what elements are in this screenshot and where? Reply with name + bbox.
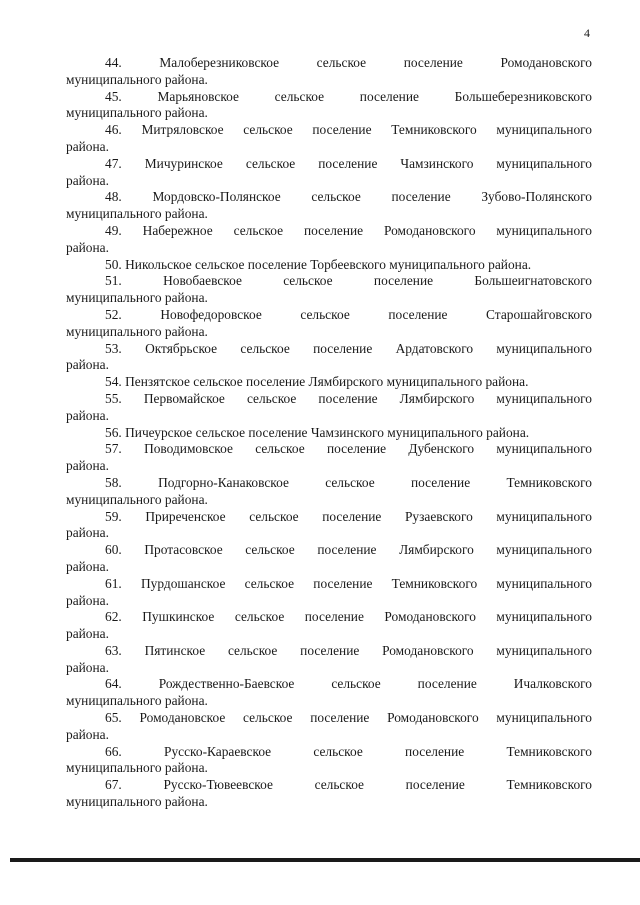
list-item-text: Новобаевское сельское поселение Большеигнатовского [163, 273, 592, 289]
list-item-text: Октябрьское сельское поселение Ардатовского муниципального [145, 340, 592, 356]
list-item [66, 189, 592, 223]
list-item-text: Русско-Тювеевское сельское поселение Темниковского [163, 777, 592, 793]
list-item-line [66, 777, 592, 794]
list-item-text: Пензятское сельское поселение Лямбирского муниципального района. [125, 374, 529, 390]
list-item-line [66, 391, 592, 408]
list-item [66, 391, 592, 425]
list-item-text: Новофедоровское сельское поселение Старошайговского [160, 306, 592, 322]
list-item-line [66, 576, 592, 593]
list-item-continuation: муниципального района. [66, 105, 208, 121]
list-item-continuation: муниципального района. [66, 491, 208, 507]
list-item-continuation: района. [66, 239, 109, 255]
list-item-line [66, 609, 592, 626]
list-item-number: 47. [105, 155, 122, 171]
list-item-number: 58. [105, 474, 122, 490]
list-item-text: Митряловское сельское поселение Темниковского муниципального [141, 122, 592, 138]
list-item-text: Малоберезниковское сельское поселение Ромодановского [159, 55, 592, 70]
list-item-line [66, 223, 592, 240]
list-item-number: 56. [105, 424, 122, 440]
list-item-text: Подгорно-Канаковское сельское поселение Темниковского [158, 474, 592, 490]
list-item-continuation: района. [66, 458, 109, 474]
list-item [66, 374, 592, 391]
list-item-number: 55. [105, 390, 122, 406]
list-item-continuation: района. [66, 138, 109, 154]
list-item-text: Поводимовское сельское поселение Дубенского муниципального [144, 441, 592, 457]
list-item-line [66, 156, 592, 173]
list-item-continuation: района. [66, 357, 109, 373]
list-item-number: 44. [105, 55, 122, 70]
list-item-line [66, 744, 592, 761]
list-item-number: 54. [105, 374, 122, 390]
list-item-line [66, 55, 592, 72]
list-item-line [66, 374, 592, 391]
list-item-text: Рождественно-Баевское сельское поселение Ичалковского [158, 676, 592, 692]
list-item-line [66, 542, 592, 559]
list-item-text: Пушкинское сельское поселение Ромодановского муниципального [142, 609, 592, 625]
list-item [66, 475, 592, 509]
list-item-line [66, 425, 592, 442]
list-item-line [66, 257, 592, 274]
list-item-text: Первомайское сельское поселение Лямбирского муниципального [143, 390, 592, 406]
list-item [66, 341, 592, 375]
list-item-continuation: муниципального района. [66, 693, 208, 709]
list-item-number: 66. [105, 743, 122, 759]
list-item-text: Пичеурское сельское поселение Чамзинского муниципального района. [125, 424, 530, 440]
list-item-number: 45. [105, 88, 122, 104]
list-item [66, 122, 592, 156]
list-item [66, 55, 592, 89]
list-item-line [66, 710, 592, 727]
list-item-number: 61. [105, 575, 122, 591]
list-item-line [66, 441, 592, 458]
list-item-line [66, 341, 592, 358]
list-item-line [66, 122, 592, 139]
list-item-line [66, 643, 592, 660]
list-item-number: 51. [105, 273, 122, 289]
list-item-number: 59. [105, 508, 122, 524]
list-item [66, 710, 592, 744]
list-item-line [66, 475, 592, 492]
list-item-line [66, 676, 592, 693]
list-item-text: Набережное сельское поселение Ромодановского муниципального [142, 222, 592, 238]
list-item-continuation: района. [66, 592, 109, 608]
list-item-continuation: муниципального района. [66, 71, 208, 87]
list-item-number: 48. [105, 189, 122, 205]
list-item [66, 744, 592, 778]
list-item-continuation: муниципального района. [66, 290, 208, 306]
list-item-number: 65. [105, 710, 122, 726]
list-item [66, 273, 592, 307]
list-item [66, 643, 592, 677]
settlement-list [66, 55, 592, 811]
list-item [66, 441, 592, 475]
list-item-number: 57. [105, 441, 122, 457]
list-item [66, 89, 592, 123]
list-item-text: Пятинское сельское поселение Ромодановского муниципального [144, 642, 592, 658]
list-item [66, 676, 592, 710]
list-item-text: Протасовское сельское поселение Лямбирского муниципального [144, 542, 592, 558]
list-item-text: Мичуринское сельское поселение Чамзинского муниципального [144, 155, 592, 171]
list-item-line [66, 307, 592, 324]
list-item-continuation: района. [66, 407, 109, 423]
list-item [66, 542, 592, 576]
list-item-continuation: муниципального района. [66, 323, 208, 339]
list-item-number: 67. [105, 777, 122, 793]
list-item-continuation: муниципального района. [66, 794, 208, 810]
page-number: 4 [584, 26, 590, 40]
list-item-continuation: района. [66, 558, 109, 574]
list-item-number: 62. [105, 609, 122, 625]
list-item-text: Ромодановское сельское поселение Ромодановского муниципального [139, 710, 592, 726]
list-item [66, 156, 592, 190]
list-item-text: Приреченское сельское поселение Рузаевского муниципального [145, 508, 592, 524]
list-item-number: 63. [105, 642, 122, 658]
list-item [66, 307, 592, 341]
list-item-number: 49. [105, 222, 122, 238]
list-item-line [66, 509, 592, 526]
list-item-text: Никольское сельское поселение Торбеевского муниципального района. [125, 256, 532, 272]
list-item [66, 777, 592, 811]
list-item-text: Марьяновское сельское поселение Большеберезниковского [157, 88, 592, 104]
list-item-continuation: района. [66, 525, 109, 541]
list-item-number: 53. [105, 340, 122, 356]
list-item-continuation: района. [66, 659, 109, 675]
list-item-line [66, 89, 592, 106]
list-item [66, 576, 592, 610]
list-item [66, 509, 592, 543]
list-item-line [66, 189, 592, 206]
list-item-number: 64. [105, 676, 122, 692]
list-item-number: 52. [105, 306, 122, 322]
bottom-rule [10, 858, 640, 862]
list-item [66, 223, 592, 257]
list-item-number: 60. [105, 542, 122, 558]
list-item-number: 46. [105, 122, 122, 138]
list-item-number: 50. [105, 256, 122, 272]
list-item [66, 257, 592, 274]
list-item [66, 425, 592, 442]
list-item-continuation: района. [66, 726, 109, 742]
list-item-continuation: района. [66, 172, 109, 188]
list-item-line [66, 273, 592, 290]
list-item-continuation: муниципального района. [66, 206, 208, 222]
list-item-text: Русско-Караевское сельское поселение Темниковского [164, 743, 592, 759]
list-item-text: Мордовско-Полянское сельское поселение Зубово-Полянского [152, 189, 592, 205]
list-item-text: Пурдошанское сельское поселение Темниковского муниципального [141, 575, 592, 591]
list-item-continuation: муниципального района. [66, 760, 208, 776]
list-item [66, 609, 592, 643]
list-item-continuation: района. [66, 626, 109, 642]
